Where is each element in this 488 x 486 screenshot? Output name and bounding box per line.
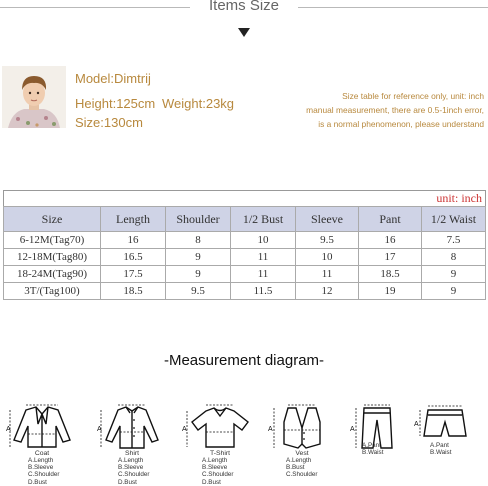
legend-item: B.Waist bbox=[430, 449, 452, 457]
table-cell: 10 bbox=[231, 232, 296, 249]
column-header-sleeve: Sleeve bbox=[296, 207, 359, 232]
table-cell: 11.5 bbox=[231, 283, 296, 300]
svg-text:A: A bbox=[182, 426, 187, 433]
garment-vest bbox=[266, 404, 338, 482]
svg-text:A: A bbox=[6, 426, 11, 433]
garment-name: Shirt bbox=[125, 450, 139, 457]
table-cell: 9.5 bbox=[296, 232, 359, 249]
garment-pant-long bbox=[346, 404, 408, 482]
size-note-line: Size table for reference only, unit: inch bbox=[342, 91, 484, 101]
table-cell: 19 bbox=[359, 283, 422, 300]
table-cell: 9 bbox=[422, 266, 486, 283]
legend-item: C.Shoulder bbox=[202, 471, 234, 479]
table-cell: 17 bbox=[359, 249, 422, 266]
legend-item: A.Length bbox=[286, 457, 312, 464]
page-title: Items Size bbox=[208, 0, 280, 14]
garment-name: T-Shirt bbox=[209, 450, 230, 457]
vest-icon bbox=[266, 404, 338, 450]
table-cell: 12 bbox=[296, 283, 359, 300]
model-height: Height:125cm bbox=[75, 96, 156, 111]
table-row bbox=[4, 266, 486, 283]
column-header-shoulder: Shoulder bbox=[166, 207, 231, 232]
table-cell: 12-18M(Tag80) bbox=[4, 249, 101, 266]
svg-text:A: A bbox=[414, 421, 419, 428]
legend-item: D.Bust bbox=[118, 478, 137, 486]
unit-label: unit: inch bbox=[422, 191, 486, 207]
table-header-row bbox=[4, 207, 486, 232]
legend-item: A.Pant bbox=[362, 442, 381, 449]
legend-item: A.Length bbox=[118, 457, 144, 464]
table-cell: 11 bbox=[231, 249, 296, 266]
model-name: Model:Dimtrij bbox=[75, 71, 151, 86]
table-cell: 17.5 bbox=[101, 266, 166, 283]
legend-item: B.Sleeve bbox=[202, 464, 228, 472]
model-photo bbox=[2, 66, 66, 128]
legend-item: B.Sleeve bbox=[28, 464, 54, 472]
size-table bbox=[3, 190, 486, 300]
legend-item: B.Sleeve bbox=[118, 464, 144, 472]
size-note-line: manual measurement, there are 0.5-1inch error, bbox=[306, 105, 484, 115]
column-header-size: Size bbox=[4, 207, 101, 232]
legend-item: C.Shoulder bbox=[286, 471, 318, 479]
table-cell: 10 bbox=[296, 249, 359, 266]
tshirt-icon bbox=[180, 404, 260, 450]
table-cell: 3T/(Tag100) bbox=[4, 283, 101, 300]
legend-item: C.Shoulder bbox=[118, 471, 150, 479]
table-cell: 6-12M(Tag70) bbox=[4, 232, 101, 249]
shirt-icon bbox=[96, 404, 168, 450]
table-cell: 9 bbox=[422, 283, 486, 300]
table-cell: 18.5 bbox=[359, 266, 422, 283]
legend-item: D.Bust bbox=[28, 478, 47, 486]
legend-item: C.Shoulder bbox=[28, 471, 60, 479]
garment-name: Vest bbox=[295, 450, 309, 457]
garment-tshirt bbox=[180, 404, 260, 486]
coat-icon bbox=[6, 404, 78, 450]
table-cell: 11 bbox=[231, 266, 296, 283]
table-cell: 16 bbox=[101, 232, 166, 249]
size-note-line: is a normal phenomenon, please understand bbox=[318, 119, 484, 129]
table-row bbox=[4, 232, 486, 249]
table-cell: 9.5 bbox=[166, 283, 231, 300]
legend-item: A.Pant bbox=[430, 442, 449, 449]
table-row bbox=[4, 283, 486, 300]
table-cell: 11 bbox=[296, 266, 359, 283]
column-header-pant: Pant bbox=[359, 207, 422, 232]
table-cell: 18.5 bbox=[101, 283, 166, 300]
table-cell: 8 bbox=[166, 232, 231, 249]
garment-shirt bbox=[96, 404, 168, 486]
unit-row-spacer bbox=[4, 191, 422, 207]
column-header-length: Length bbox=[101, 207, 166, 232]
table-cell: 8 bbox=[422, 249, 486, 266]
diagram-title: -Measurement diagram- bbox=[163, 352, 325, 369]
table-cell: 16.5 bbox=[101, 249, 166, 266]
svg-text:A: A bbox=[97, 426, 102, 433]
table-cell: 9 bbox=[166, 266, 231, 283]
svg-text:A: A bbox=[268, 426, 273, 433]
legend-item: B.Bust bbox=[286, 464, 305, 472]
garment-pant-short bbox=[412, 404, 478, 482]
legend-item: A.Length bbox=[202, 457, 228, 464]
svg-text:A: A bbox=[350, 426, 355, 433]
legend-item: A.Length bbox=[28, 457, 54, 464]
legend-item: B.Waist bbox=[362, 449, 384, 457]
table-cell: 7.5 bbox=[422, 232, 486, 249]
garment-coat bbox=[6, 404, 78, 486]
unit-row bbox=[4, 191, 486, 207]
table-cell: 18-24M(Tag90) bbox=[4, 266, 101, 283]
legend-item: D.Bust bbox=[202, 478, 221, 486]
table-cell: 9 bbox=[166, 249, 231, 266]
model-weight: Weight:23kg bbox=[162, 96, 235, 111]
table-cell: 16 bbox=[359, 232, 422, 249]
column-header-bust: 1/2 Bust bbox=[231, 207, 296, 232]
down-arrow-icon bbox=[238, 28, 250, 37]
garment-name: Coat bbox=[34, 450, 50, 457]
column-header-waist: 1/2 Waist bbox=[422, 207, 486, 232]
model-size: Size:130cm bbox=[75, 115, 143, 130]
table-row bbox=[4, 249, 486, 266]
